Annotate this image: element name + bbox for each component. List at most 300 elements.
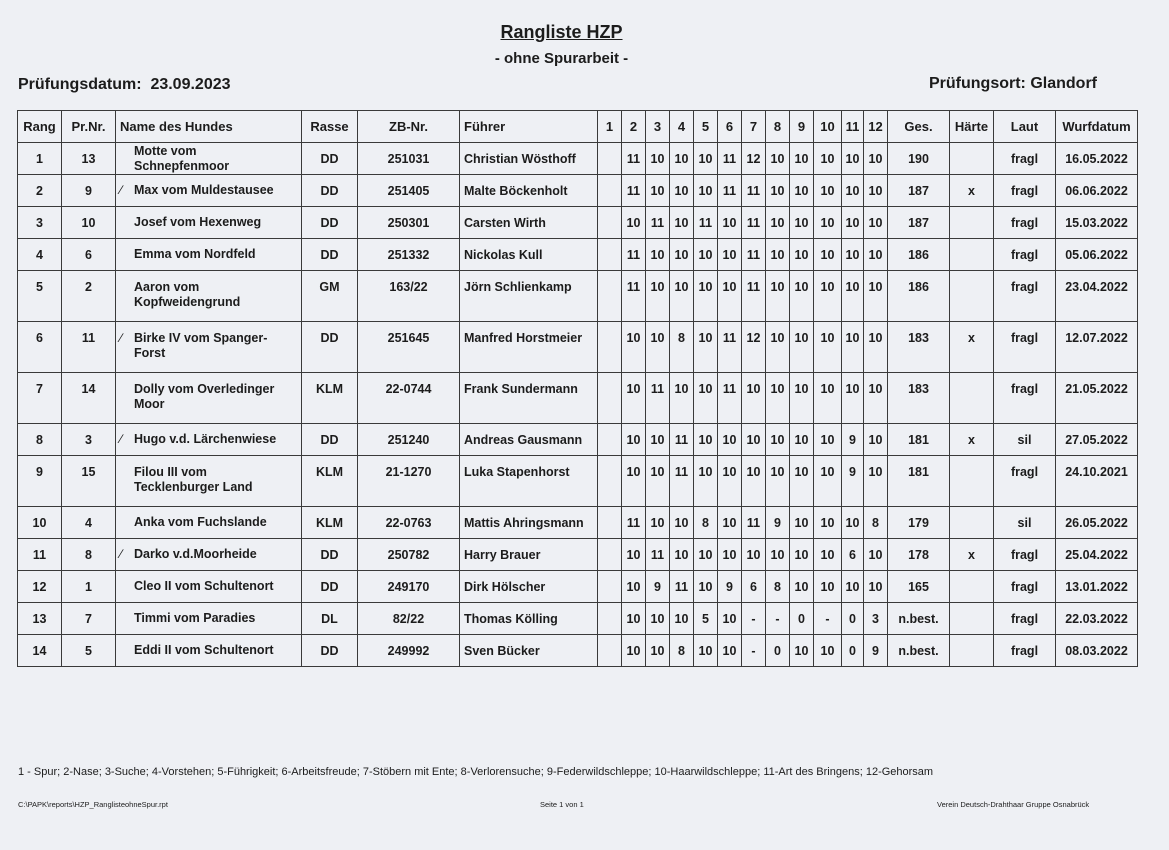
cell-total: 181: [888, 456, 950, 507]
cell-score-2: 11: [622, 507, 646, 539]
cell-score-11: 6: [842, 539, 864, 571]
cell-score-7: 10: [742, 456, 766, 507]
table-row: [18, 456, 1138, 507]
cell-rank: 5: [18, 271, 62, 322]
cell-hardness: x: [950, 175, 994, 207]
cell-score-5: 8: [694, 507, 718, 539]
cell-score-2: 10: [622, 539, 646, 571]
dog-name-text: Eddi II vom Schultenort: [134, 643, 274, 657]
column-header: Laut: [994, 111, 1056, 143]
cell-score-9: 10: [790, 207, 814, 239]
cell-score-10: 10: [814, 175, 842, 207]
column-header: 2: [622, 111, 646, 143]
table-row: [18, 507, 1138, 539]
cell-score-9: 10: [790, 175, 814, 207]
cell-score-6: 11: [718, 373, 742, 424]
cell-score-5: 11: [694, 207, 718, 239]
cell-voice: fragl: [994, 207, 1056, 239]
cell-zb-number: 163/22: [358, 271, 460, 322]
cell-score-6: 10: [718, 539, 742, 571]
cell-score-3: 11: [646, 539, 670, 571]
cell-score-11: 0: [842, 635, 864, 667]
cell-zb-number: 251405: [358, 175, 460, 207]
cell-total: n.best.: [888, 635, 950, 667]
cell-birth-date: 15.03.2022: [1056, 207, 1138, 239]
cell-score-4: 10: [670, 603, 694, 635]
cell-score-6: 11: [718, 175, 742, 207]
cell-score-4: 10: [670, 373, 694, 424]
cell-score-3: 10: [646, 322, 670, 373]
cell-exam-number: 8: [62, 539, 116, 571]
cell-score-9: 10: [790, 571, 814, 603]
legend: 1 - Spur; 2-Nase; 3-Suche; 4-Vorstehen; 5-Führigkeit; 6-Arbeitsfreude; 7-Stöbern mit Ente; 8-Verlorensuche; 9-Federwildschleppe; 10-Haarwildschleppe; 11-Art des Bringens; 12-Gehorsam: [18, 766, 934, 778]
cell-score-12: 3: [864, 603, 888, 635]
cell-exam-number: 1: [62, 571, 116, 603]
cell-score-10: 10: [814, 239, 842, 271]
cell-score-4: 8: [670, 322, 694, 373]
dog-name-text: Hugo v.d. Lärchenwiese: [134, 432, 277, 446]
cell-birth-date: 06.06.2022: [1056, 175, 1138, 207]
cell-exam-number: 4: [62, 507, 116, 539]
cell-score-2: 10: [622, 322, 646, 373]
footer-page-number: Seite 1 von 1: [540, 800, 584, 809]
ranking-table: [17, 110, 1138, 667]
cell-hardness: [950, 239, 994, 271]
cell-score-3: 10: [646, 456, 670, 507]
column-header: 12: [864, 111, 888, 143]
cell-score-12: 10: [864, 322, 888, 373]
cell-rank: 12: [18, 571, 62, 603]
cell-score-10: -: [814, 603, 842, 635]
exam-date: [18, 76, 231, 94]
cell-score-2: 10: [622, 424, 646, 456]
exam-location: [929, 75, 1097, 93]
cell-score-3: 10: [646, 175, 670, 207]
cell-exam-number: 11: [62, 322, 116, 373]
cell-score-2: 11: [622, 175, 646, 207]
cell-exam-number: 7: [62, 603, 116, 635]
column-header: Rang: [18, 111, 62, 143]
cell-score-7: -: [742, 603, 766, 635]
cell-score-5: 10: [694, 571, 718, 603]
cell-score-7: 11: [742, 207, 766, 239]
column-header: 7: [742, 111, 766, 143]
cell-breed: DD: [302, 571, 358, 603]
cell-dog-name: [116, 635, 302, 667]
cell-rank: 7: [18, 373, 62, 424]
cell-score-8: 10: [766, 456, 790, 507]
cell-hardness: [950, 143, 994, 175]
cell-zb-number: 249170: [358, 571, 460, 603]
dog-name-text: Motte vom Schnepfenmoor: [134, 143, 230, 173]
cell-hardness: [950, 373, 994, 424]
column-header: ZB-Nr.: [358, 111, 460, 143]
cell-voice: fragl: [994, 571, 1056, 603]
cell-zb-number: 82/22: [358, 603, 460, 635]
cell-handler: Harry Brauer: [460, 539, 598, 571]
cell-dog-name: [116, 424, 302, 456]
cell-rank: 10: [18, 507, 62, 539]
cell-voice: sil: [994, 424, 1056, 456]
cell-score-4: 10: [670, 143, 694, 175]
cell-zb-number: 251332: [358, 239, 460, 271]
cell-total: 165: [888, 571, 950, 603]
cell-score-1: [598, 322, 622, 373]
table-row: [18, 539, 1138, 571]
cell-score-12: 10: [864, 571, 888, 603]
cell-score-8: 10: [766, 322, 790, 373]
cell-score-11: 10: [842, 207, 864, 239]
cell-score-7: 10: [742, 539, 766, 571]
cell-score-7: 11: [742, 239, 766, 271]
cell-score-9: 10: [790, 539, 814, 571]
cell-score-8: 10: [766, 424, 790, 456]
cell-score-3: 11: [646, 207, 670, 239]
cell-voice: fragl: [994, 239, 1056, 271]
cell-score-12: 9: [864, 635, 888, 667]
cell-handler: Frank Sundermann: [460, 373, 598, 424]
footer-report-path: C:\PAPK\reports\HZP_RanglisteohneSpur.rpt: [18, 800, 168, 809]
cell-score-11: 0: [842, 603, 864, 635]
cell-score-11: 10: [842, 175, 864, 207]
cell-score-11: 10: [842, 507, 864, 539]
cell-score-9: 10: [790, 271, 814, 322]
exam-location-label: Prüfungsort:: [929, 75, 1026, 92]
cell-breed: KLM: [302, 456, 358, 507]
dog-name-text: Darko v.d.Moorheide: [134, 547, 257, 561]
cell-rank: 9: [18, 456, 62, 507]
slash-mark-icon: ∕: [120, 183, 123, 197]
cell-rank: 6: [18, 322, 62, 373]
cell-breed: KLM: [302, 507, 358, 539]
cell-score-6: 10: [718, 456, 742, 507]
cell-total: 190: [888, 143, 950, 175]
cell-score-9: 10: [790, 322, 814, 373]
dog-name-text: Emma vom Nordfeld: [134, 247, 256, 261]
cell-score-9: 10: [790, 456, 814, 507]
column-header: Pr.Nr.: [62, 111, 116, 143]
cell-score-2: 11: [622, 239, 646, 271]
cell-score-7: 10: [742, 373, 766, 424]
cell-voice: fragl: [994, 373, 1056, 424]
cell-score-6: 11: [718, 322, 742, 373]
cell-score-9: 10: [790, 373, 814, 424]
cell-score-2: 10: [622, 373, 646, 424]
cell-handler: Carsten Wirth: [460, 207, 598, 239]
cell-zb-number: 22-0763: [358, 507, 460, 539]
cell-exam-number: 9: [62, 175, 116, 207]
header-row: [18, 111, 1138, 143]
cell-score-5: 10: [694, 373, 718, 424]
cell-rank: 1: [18, 143, 62, 175]
cell-score-8: 10: [766, 175, 790, 207]
table-row: [18, 207, 1138, 239]
cell-score-10: 10: [814, 539, 842, 571]
cell-rank: 3: [18, 207, 62, 239]
cell-score-1: [598, 143, 622, 175]
cell-score-7: 6: [742, 571, 766, 603]
dog-name-text: Anka vom Fuchslande: [134, 515, 267, 529]
table-row: [18, 322, 1138, 373]
dog-name-text: Timmi vom Paradies: [134, 611, 256, 625]
footer-organization: Verein Deutsch-Drahthaar Gruppe Osnabrück: [937, 800, 1090, 809]
cell-handler: Mattis Ahringsmann: [460, 507, 598, 539]
cell-score-3: 10: [646, 507, 670, 539]
cell-birth-date: 16.05.2022: [1056, 143, 1138, 175]
cell-score-1: [598, 175, 622, 207]
cell-score-5: 10: [694, 539, 718, 571]
table-row: [18, 143, 1138, 175]
cell-score-3: 10: [646, 635, 670, 667]
cell-dog-name: [116, 539, 302, 571]
cell-score-4: 10: [670, 507, 694, 539]
cell-score-5: 10: [694, 424, 718, 456]
cell-birth-date: 26.05.2022: [1056, 507, 1138, 539]
cell-hardness: [950, 507, 994, 539]
cell-score-6: 10: [718, 271, 742, 322]
cell-hardness: [950, 603, 994, 635]
cell-voice: fragl: [994, 271, 1056, 322]
cell-breed: DD: [302, 207, 358, 239]
cell-zb-number: 251240: [358, 424, 460, 456]
cell-dog-name: [116, 571, 302, 603]
cell-score-7: -: [742, 635, 766, 667]
cell-score-10: 10: [814, 507, 842, 539]
cell-handler: Sven Bücker: [460, 635, 598, 667]
cell-score-12: 10: [864, 373, 888, 424]
cell-voice: fragl: [994, 539, 1056, 571]
cell-score-10: 10: [814, 456, 842, 507]
cell-score-1: [598, 507, 622, 539]
cell-score-7: 10: [742, 424, 766, 456]
cell-score-3: 9: [646, 571, 670, 603]
cell-score-4: 11: [670, 456, 694, 507]
cell-score-12: 10: [864, 143, 888, 175]
dog-name-text: Josef vom Hexenweg: [134, 215, 262, 229]
column-header: Ges.: [888, 111, 950, 143]
cell-breed: DL: [302, 603, 358, 635]
cell-exam-number: 2: [62, 271, 116, 322]
cell-score-7: 11: [742, 271, 766, 322]
cell-score-6: 11: [718, 143, 742, 175]
cell-zb-number: 251031: [358, 143, 460, 175]
cell-dog-name: [116, 456, 302, 507]
cell-score-2: 11: [622, 143, 646, 175]
cell-voice: fragl: [994, 635, 1056, 667]
cell-handler: Manfred Horstmeier: [460, 322, 598, 373]
cell-voice: fragl: [994, 143, 1056, 175]
cell-score-5: 10: [694, 271, 718, 322]
cell-exam-number: 13: [62, 143, 116, 175]
cell-score-10: 10: [814, 271, 842, 322]
cell-score-7: 12: [742, 322, 766, 373]
cell-exam-number: 15: [62, 456, 116, 507]
table-row: [18, 175, 1138, 207]
cell-score-5: 10: [694, 456, 718, 507]
cell-score-8: 8: [766, 571, 790, 603]
cell-score-4: 10: [670, 539, 694, 571]
cell-score-1: [598, 603, 622, 635]
slash-mark-icon: ∕: [120, 331, 123, 345]
cell-score-3: 10: [646, 424, 670, 456]
cell-score-11: 9: [842, 424, 864, 456]
column-header: 8: [766, 111, 790, 143]
cell-breed: DD: [302, 175, 358, 207]
cell-score-3: 10: [646, 143, 670, 175]
cell-dog-name: [116, 603, 302, 635]
cell-hardness: x: [950, 539, 994, 571]
cell-score-5: 10: [694, 239, 718, 271]
cell-score-9: 10: [790, 424, 814, 456]
cell-score-11: 10: [842, 239, 864, 271]
cell-hardness: x: [950, 424, 994, 456]
cell-score-1: [598, 424, 622, 456]
cell-hardness: [950, 207, 994, 239]
dog-name-text: Max vom Muldestausee: [134, 183, 274, 197]
cell-score-6: 10: [718, 424, 742, 456]
cell-zb-number: 249992: [358, 635, 460, 667]
cell-voice: fragl: [994, 322, 1056, 373]
column-header: Führer: [460, 111, 598, 143]
cell-score-8: -: [766, 603, 790, 635]
cell-total: 186: [888, 239, 950, 271]
cell-total: 181: [888, 424, 950, 456]
cell-zb-number: 250782: [358, 539, 460, 571]
cell-dog-name: [116, 207, 302, 239]
cell-score-5: 10: [694, 635, 718, 667]
cell-score-5: 10: [694, 143, 718, 175]
cell-score-4: 8: [670, 635, 694, 667]
cell-score-10: 10: [814, 322, 842, 373]
cell-score-6: 10: [718, 603, 742, 635]
cell-total: n.best.: [888, 603, 950, 635]
cell-score-12: 10: [864, 271, 888, 322]
cell-breed: DD: [302, 635, 358, 667]
dog-name-text: Aaron vom Kopfweidengrund: [134, 280, 241, 309]
cell-exam-number: 3: [62, 424, 116, 456]
cell-score-12: 10: [864, 207, 888, 239]
cell-birth-date: 08.03.2022: [1056, 635, 1138, 667]
column-header: 6: [718, 111, 742, 143]
cell-total: 187: [888, 175, 950, 207]
cell-breed: DD: [302, 143, 358, 175]
cell-score-4: 10: [670, 207, 694, 239]
cell-score-2: 10: [622, 603, 646, 635]
cell-score-11: 10: [842, 143, 864, 175]
dog-name-text: Dolly vom Overledinger Moor: [134, 382, 275, 411]
cell-dog-name: [116, 271, 302, 322]
cell-score-8: 10: [766, 373, 790, 424]
cell-handler: Luka Stapenhorst: [460, 456, 598, 507]
cell-score-1: [598, 571, 622, 603]
cell-score-7: 12: [742, 143, 766, 175]
cell-score-12: 10: [864, 539, 888, 571]
cell-exam-number: 5: [62, 635, 116, 667]
cell-voice: fragl: [994, 175, 1056, 207]
cell-hardness: [950, 456, 994, 507]
cell-score-8: 10: [766, 207, 790, 239]
table-row: [18, 635, 1138, 667]
cell-score-8: 10: [766, 239, 790, 271]
dog-name-text: Filou III vom Tecklenburger Land: [134, 465, 253, 494]
cell-exam-number: 6: [62, 239, 116, 271]
cell-score-7: 11: [742, 175, 766, 207]
cell-score-12: 10: [864, 456, 888, 507]
cell-voice: sil: [994, 507, 1056, 539]
cell-total: 183: [888, 373, 950, 424]
column-header: Name des Hundes: [116, 111, 302, 143]
exam-location-value: Glandorf: [1030, 75, 1097, 92]
cell-score-12: 10: [864, 239, 888, 271]
cell-breed: GM: [302, 271, 358, 322]
cell-score-1: [598, 239, 622, 271]
cell-score-10: 10: [814, 635, 842, 667]
cell-handler: Dirk Hölscher: [460, 571, 598, 603]
cell-rank: 13: [18, 603, 62, 635]
cell-birth-date: 25.04.2022: [1056, 539, 1138, 571]
cell-score-9: 10: [790, 635, 814, 667]
cell-total: 187: [888, 207, 950, 239]
cell-score-4: 10: [670, 175, 694, 207]
cell-exam-number: 14: [62, 373, 116, 424]
cell-handler: Malte Böckenholt: [460, 175, 598, 207]
column-header: 9: [790, 111, 814, 143]
column-header: 4: [670, 111, 694, 143]
cell-score-12: 8: [864, 507, 888, 539]
cell-score-8: 0: [766, 635, 790, 667]
cell-birth-date: 13.01.2022: [1056, 571, 1138, 603]
cell-dog-name: [116, 175, 302, 207]
cell-score-9: 10: [790, 143, 814, 175]
cell-score-9: 0: [790, 603, 814, 635]
cell-score-11: 9: [842, 456, 864, 507]
cell-dog-name: [116, 239, 302, 271]
cell-total: 186: [888, 271, 950, 322]
cell-score-8: 10: [766, 143, 790, 175]
cell-score-10: 10: [814, 373, 842, 424]
cell-score-1: [598, 635, 622, 667]
cell-score-1: [598, 539, 622, 571]
cell-score-4: 10: [670, 271, 694, 322]
slash-mark-icon: ∕: [120, 547, 123, 561]
cell-birth-date: 22.03.2022: [1056, 603, 1138, 635]
cell-score-5: 10: [694, 322, 718, 373]
cell-dog-name: [116, 373, 302, 424]
column-header: 11: [842, 111, 864, 143]
dog-name-text: Cleo II vom Schultenort: [134, 579, 274, 593]
cell-exam-number: 10: [62, 207, 116, 239]
column-header: 10: [814, 111, 842, 143]
cell-score-1: [598, 456, 622, 507]
exam-date-value: 23.09.2023: [150, 76, 231, 93]
cell-score-3: 11: [646, 373, 670, 424]
cell-score-4: 11: [670, 571, 694, 603]
cell-score-1: [598, 271, 622, 322]
cell-score-10: 10: [814, 571, 842, 603]
table-row: [18, 239, 1138, 271]
cell-total: 178: [888, 539, 950, 571]
cell-score-3: 10: [646, 603, 670, 635]
cell-score-5: 10: [694, 175, 718, 207]
dog-name-text: Birke IV vom Spanger-Forst: [134, 331, 268, 360]
cell-score-2: 10: [622, 635, 646, 667]
cell-score-4: 10: [670, 239, 694, 271]
cell-rank: 11: [18, 539, 62, 571]
table-row: [18, 271, 1138, 322]
cell-score-2: 10: [622, 207, 646, 239]
cell-rank: 14: [18, 635, 62, 667]
cell-zb-number: 251645: [358, 322, 460, 373]
